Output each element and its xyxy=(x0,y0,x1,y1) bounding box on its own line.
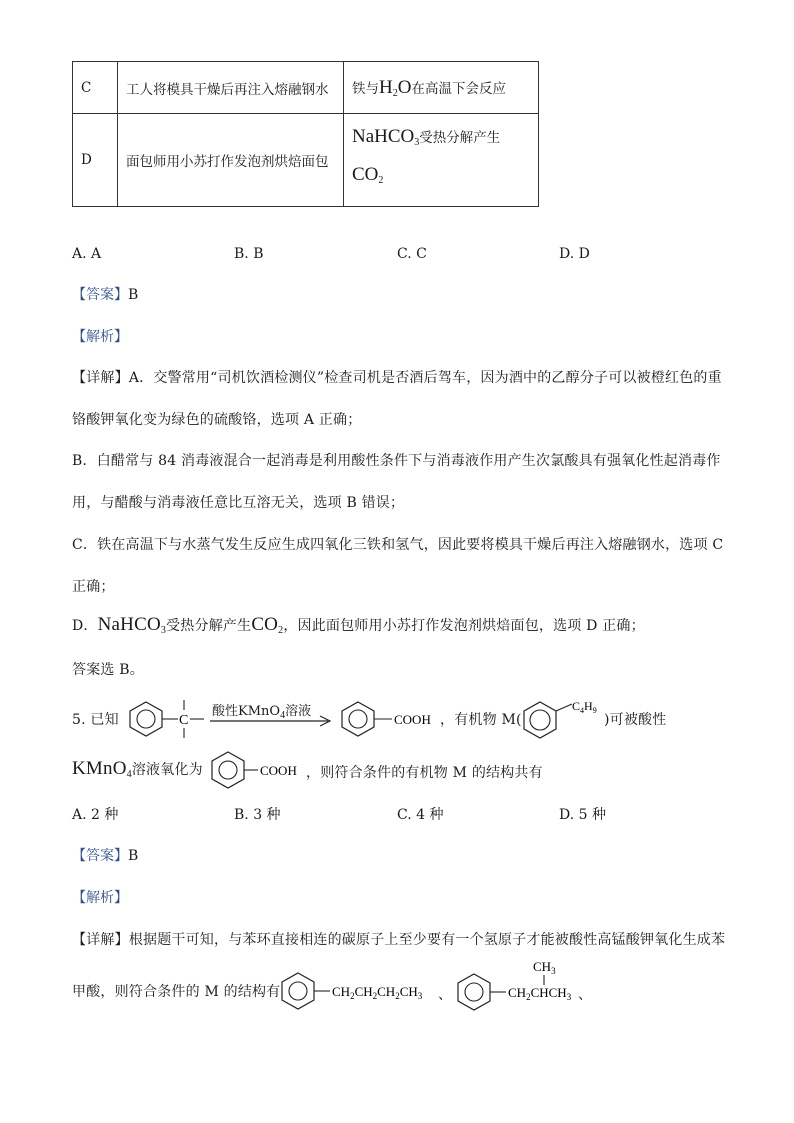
q5-stem-prefix: 5. 已知 xyxy=(72,712,119,728)
q5-option-d: D. 5 种 xyxy=(559,807,606,823)
n-butylbenzene-structure xyxy=(274,968,452,1014)
svg-text:C: C xyxy=(179,713,189,728)
q4-conclusion: 答案选 B。 xyxy=(72,662,144,678)
q4-option-a: A. A xyxy=(72,246,102,262)
q5-stem-line2-post: ，则符合条件的有机物 M 的结构共有 xyxy=(306,765,543,781)
q4-detail-line: 【详解】A．交警常用“司机饮酒检测仪”检查司机是否酒后驾车，因为酒中的乙醇分子可以被橙红色的重 xyxy=(72,370,722,386)
benzoic-acid-structure xyxy=(204,748,308,792)
row-chemistry: 铁与$H_2O$在高温下会反应 xyxy=(344,62,539,114)
q4-detail-line: 铬酸钾氧化变为绿色的硫酸铬，选项 A 正确； xyxy=(72,412,362,428)
butylbenzene-structure xyxy=(516,694,608,742)
svg-text:COOH: COOH xyxy=(260,763,297,778)
q5-detail-line: 甲酸，则符合条件的 M 的结构有 xyxy=(72,984,281,1000)
q4-option-d: D. D xyxy=(559,246,590,262)
separator: 、 xyxy=(578,987,593,1003)
q5-option-a: A. 2 种 xyxy=(72,807,119,823)
row-chemistry: NaHCO$_3$受热分解产生 $CO_2$ xyxy=(344,114,539,207)
q5-stem-post: )可被酸性 xyxy=(604,712,667,728)
q4-option-c: C. C xyxy=(397,246,427,262)
svg-text:COOH: COOH xyxy=(394,712,431,727)
svg-text:CH3: $CH_3$ xyxy=(533,959,556,976)
options-table xyxy=(72,61,539,207)
row-letter: C xyxy=(73,62,118,114)
q5-detail-line: 【详解】根据题干可知，与苯环直接相连的碳原子上至少要有一个氢原子才能被酸性高锰酸钾氧化生成苯 xyxy=(72,932,726,948)
row-letter: D xyxy=(73,114,118,207)
row-practice: 工人将模具干燥后再注入熔融钢水 xyxy=(118,62,344,114)
row-practice: 面包师用小苏打作发泡剂烘焙面包 xyxy=(118,114,344,207)
q5-option-b: B. 3 种 xyxy=(234,807,281,823)
reaction-reagent: 酸性KMnO$_4$溶液 xyxy=(212,704,312,721)
q4-answer: 【答案】B xyxy=(72,287,139,303)
separator: 、 xyxy=(438,987,453,1003)
q5-stem-mid: ，有机物 M( xyxy=(440,712,522,728)
isobutylbenzene-structure xyxy=(450,958,593,1016)
reaction-arrow xyxy=(208,715,336,727)
svg-text:CH2CHCH3: $CH_2CHCH_3$ xyxy=(508,985,572,1002)
q4-option-b: B. B xyxy=(234,246,264,262)
svg-text:CH2CH2CH2CH3: $CH_2CH_2CH_2CH_3$ xyxy=(332,984,423,1001)
table-row xyxy=(73,62,539,114)
q4-detail-line: 用，与醋酸与消毒液任意比互溶无关，选项 B 错误； xyxy=(72,495,405,511)
q4-detail-line: B．白醋常与 84 消毒液混合一起消毒是利用酸性条件下与消毒液作用产生次氯酸具有强氧化性起消毒作 xyxy=(72,453,721,469)
q4-detail-line: C．铁在高温下与水蒸气发生反应生成四氧化三铁和氢气，因此要将模具干燥后再注入熔融钢水，选项 C xyxy=(72,537,724,553)
q4-analysis-tag: 【解析】 xyxy=(72,329,128,345)
q5-analysis-tag: 【解析】 xyxy=(72,890,128,906)
q5-option-c: C. 4 种 xyxy=(397,807,444,823)
q4-detail-line: 正确； xyxy=(72,579,115,595)
q5-stem-line2: KMnO$_4$溶液氧化为 xyxy=(72,758,203,780)
q5-answer: 【答案】B xyxy=(72,848,139,864)
q4-detail-line: D．NaHCO$_3$受热分解产生$CO_2$，因此面包师用小苏打作发泡剂烘焙面包，选项 D 正确； xyxy=(72,614,645,636)
benzoic-acid-structure xyxy=(334,696,444,740)
benzene-tertiary-carbon-structure xyxy=(118,696,218,740)
table-row xyxy=(73,114,539,207)
svg-text:C4H9: $C_4H_9$ xyxy=(572,699,597,715)
